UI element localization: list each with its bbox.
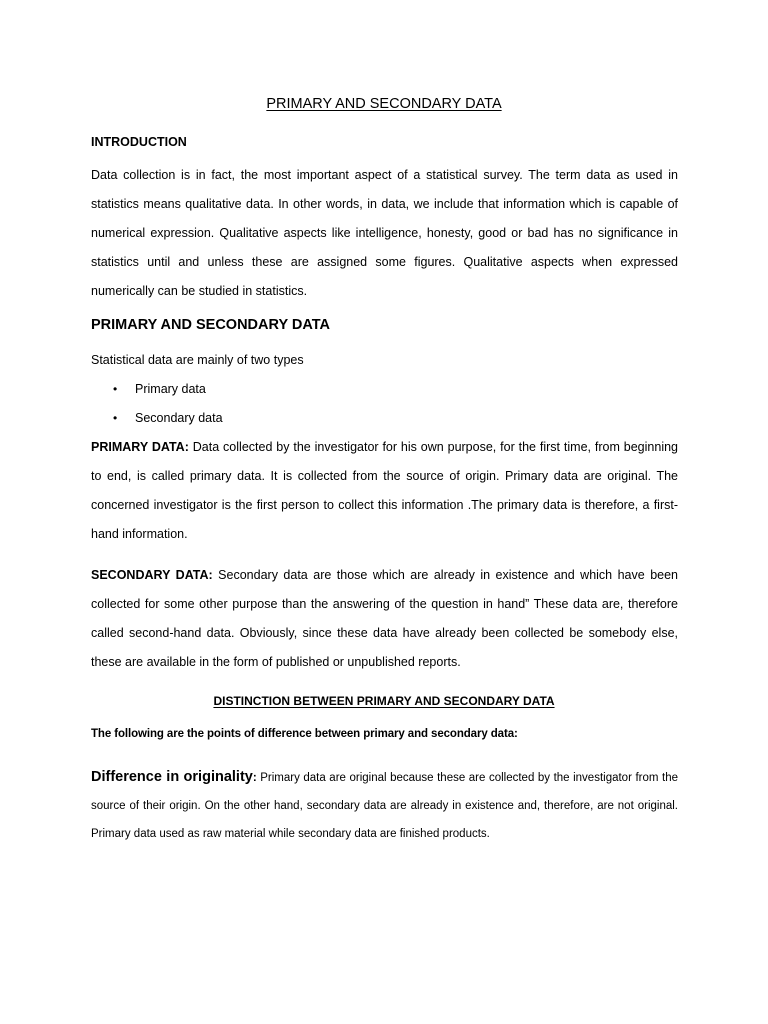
list-item-label: Secondary data	[135, 411, 223, 425]
primary-data-label: PRIMARY DATA:	[91, 440, 189, 454]
distinction-heading	[0, 693, 768, 709]
primary-data-body: Data collected by the investigator for his own purpose, for the first time, from beginning to end, is called primary data. It is collected from the source of origin. Primary data are original. The concerned investigator is the first person to collect this information .The primary data is therefore, a first-hand information.	[91, 440, 678, 541]
originality-label: Difference in originality	[91, 769, 253, 785]
secondary-data-paragraph	[91, 561, 678, 677]
document-title	[0, 95, 768, 113]
list-item	[113, 404, 223, 433]
secondary-data-label: SECONDARY DATA:	[91, 568, 213, 582]
types-intro-text: Statistical data are mainly of two types	[91, 353, 304, 367]
originality-body: Primary data are original because these are collected by the investigator from the source of their origin. On the other hand, secondary data are already in existence and, therefore, are not original. Primary data used as raw material while secondary data are finished products.	[91, 772, 678, 840]
secondary-data-body: Secondary data are those which are already in existence and which have been collected for some other purpose than the answering of the question in hand” These data are, therefore called second-hand data. Obviously, since these data have already been collected be somebody else, these are available in the form of published or unpublished reports.	[91, 568, 678, 669]
bullet-icon: •	[113, 411, 118, 425]
introduction-paragraph: Data collection is in fact, the most important aspect of a statistical survey. The term data as used in statistics means qualitative data. In other words, in data, we include that information which is capable of numerical expression. Qualitative aspects like intelligence, honesty, good or bad has no significance in statistics until and unless these are assigned some figures. Qualitative aspects when expressed numerically can be studied in statistics.	[91, 168, 678, 298]
types-section-heading: PRIMARY AND SECONDARY DATA	[91, 317, 330, 333]
distinction-intro-text: The following are the points of difference between primary and secondary data:	[91, 728, 518, 740]
originality-colon: :	[252, 772, 257, 784]
introduction-heading: INTRODUCTION	[91, 135, 187, 149]
distinction-heading-text: DISTINCTION BETWEEN PRIMARY AND SECONDARY DATA	[213, 694, 555, 708]
bullet-icon: •	[113, 382, 118, 396]
document-title-text: PRIMARY AND SECONDARY DATA	[266, 96, 502, 112]
originality-paragraph	[91, 763, 678, 848]
list-item-label: Primary data	[135, 382, 206, 396]
list-item	[113, 375, 223, 404]
primary-data-paragraph	[91, 433, 678, 549]
data-types-list	[113, 375, 223, 433]
